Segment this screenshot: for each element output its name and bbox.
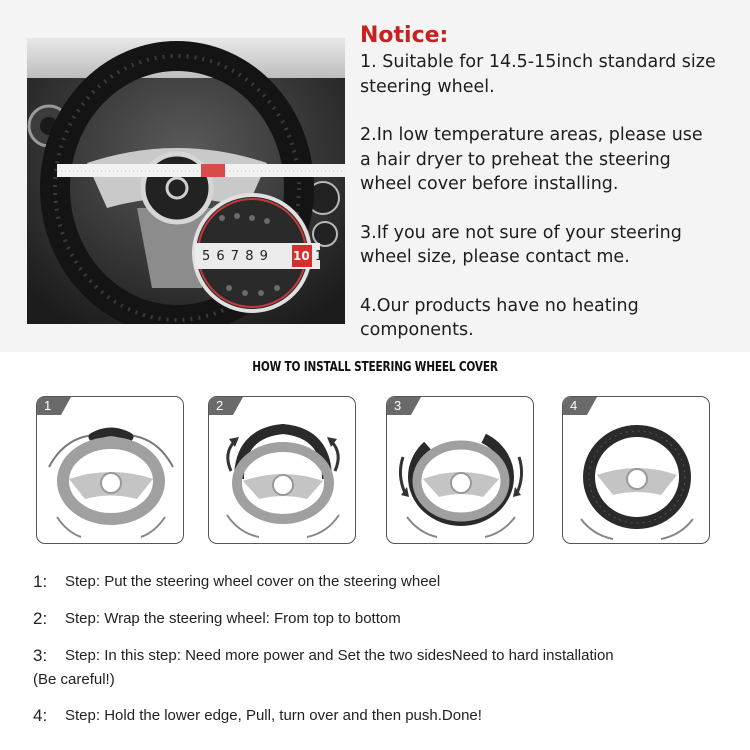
install-step-card-4 [562,396,710,544]
install-step-card-2 [208,396,356,544]
step-badge-1: 1 [44,398,52,413]
step-number: 1: [33,572,48,591]
step-badge-3: 3 [394,398,402,413]
notice-block [360,22,745,343]
notice-item-4: 4.Our products have no heating components. [360,295,639,340]
step-text-continued: (Be careful!) [33,671,115,688]
install-title: HOW TO INSTALL STEERING WHEEL COVER [252,360,498,375]
step-text: Step: Put the steering wheel cover on the steering wheel [65,573,441,590]
ruler-highlight-digit: 10 [293,249,310,263]
steering-wheel-photo [27,38,345,324]
notice-item-1: 1. Suitable for 14.5-15inch standard size steering wheel. [360,52,716,97]
notice-item-3: 3.If you are not sure of your steering wheel size, please contact me. [360,222,682,267]
step-text: Step: Wrap the steering wheel: From top to bottom [65,610,401,627]
step-text: Step: In this step: Need more power and Set the two sidesNeed to hard installation [65,647,614,664]
steering-wheel-photo-image [27,38,345,324]
step-number: 4: [33,706,48,725]
step-badge-4: 4 [570,398,578,413]
notice-title: Notice: [360,23,449,48]
step-number: 2: [33,609,48,628]
install-step-card-1 [36,396,184,544]
step-text: Step: Hold the lower edge, Pull, turn over and then push.Done! [65,707,482,724]
step-badge-2: 2 [216,398,224,413]
ruler-tail-digit: 1 [315,249,324,264]
notice-item-2: 2.In low temperature areas, please use a hair dryer to preheat the steering wheel cover before installing. [360,125,703,194]
step-number: 3: [33,646,48,665]
install-step-card-3 [386,396,534,544]
ruler-digits: 5 6 7 8 9 [202,249,269,264]
